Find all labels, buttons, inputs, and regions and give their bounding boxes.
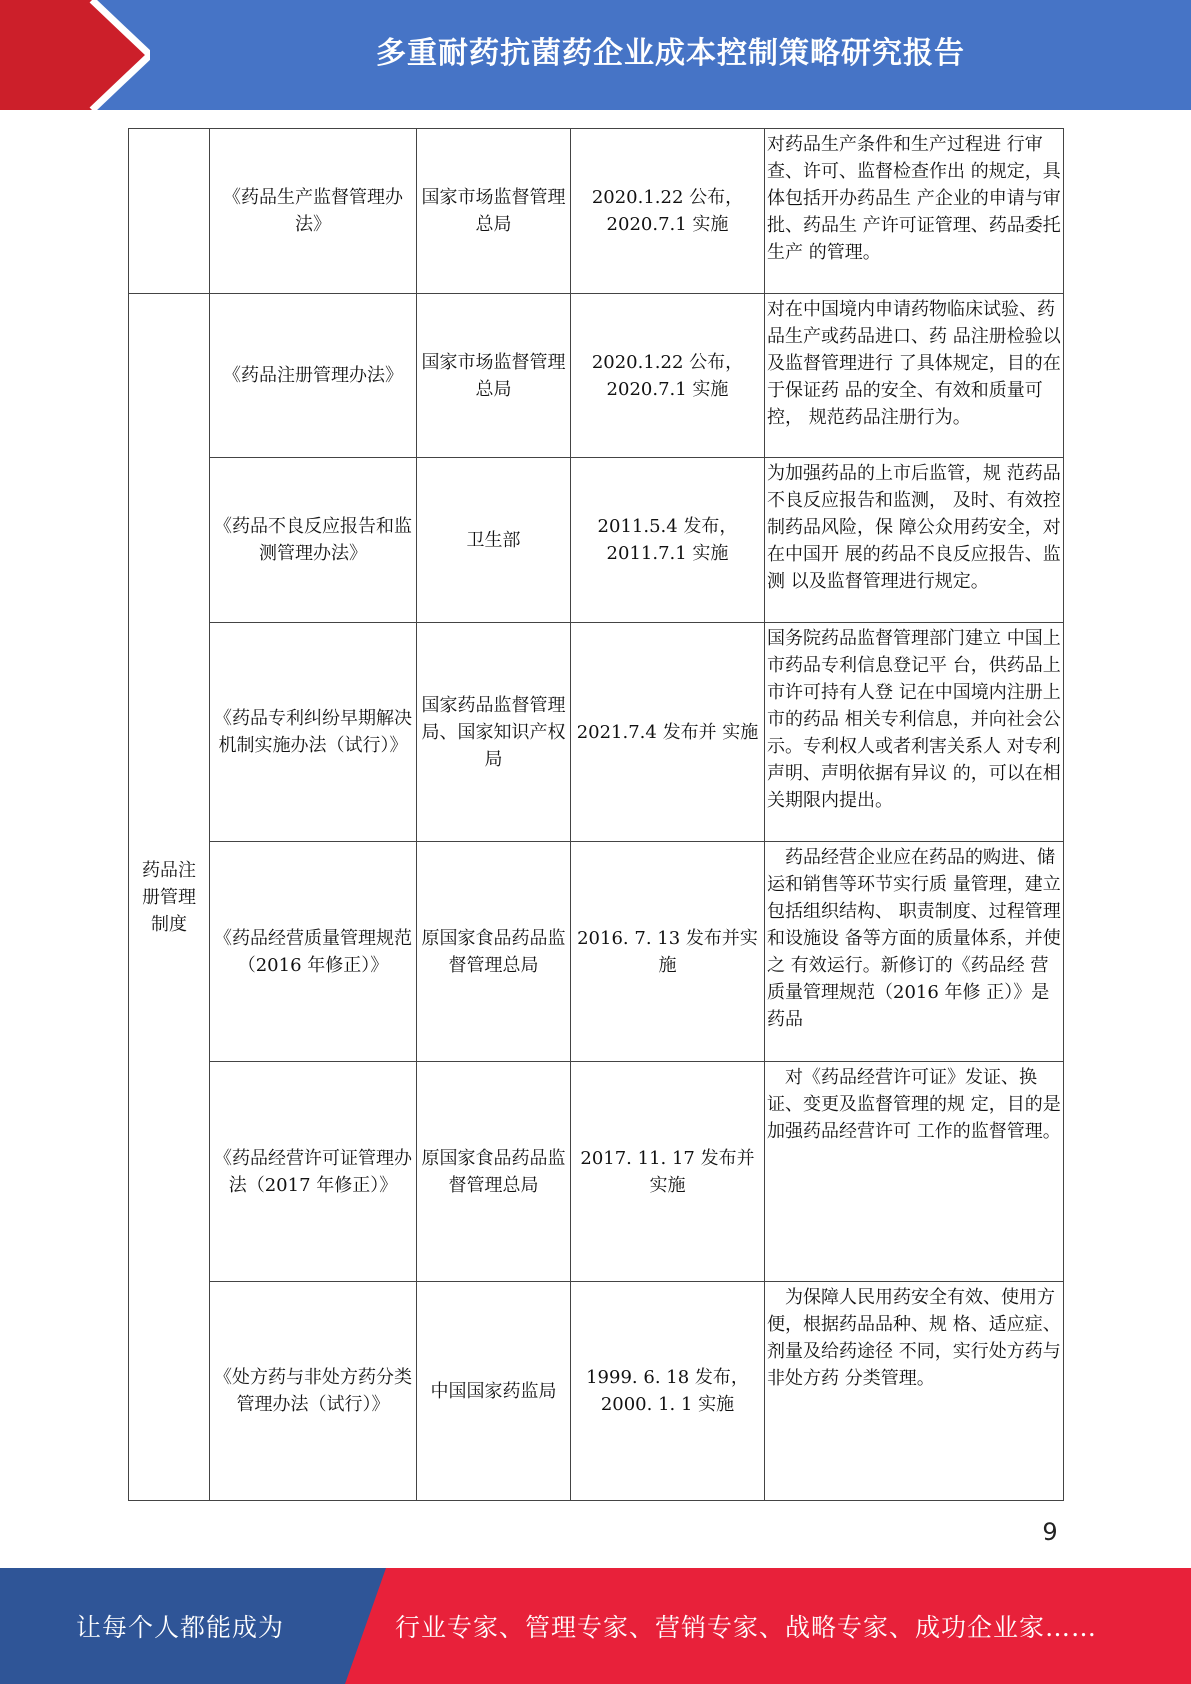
regulation-name: 《药品专利纠纷早期解决机制实施办法（试行）》 [210, 623, 417, 842]
regulation-name: 《药品注册管理办法》 [210, 294, 417, 458]
issue-date: 2011.5.4 发布，2011.7.1 实施 [571, 458, 765, 623]
regulation-description: 为加强药品的上市后监管，规 范药品不良反应报告和监测， 及时、有效控制药品风险，保 障公众用药安全，对在中国开 展的药品不良反应报告、监测 以及监督管理进行规定。 [765, 458, 1064, 623]
category-label: 药品注册管理制度 [129, 294, 210, 1501]
regulation-description: 对《药品经营许可证》发证、换证、变更及监督管理的规 定，目的是加强药品经营许可 工作的监督管理。 [765, 1062, 1064, 1282]
issue-date: 2020.1.22 公布，2020.7.1 实施 [571, 129, 765, 294]
table-row [129, 1062, 1064, 1282]
issuing-authority: 中国国家药监局 [417, 1282, 571, 1501]
category-cell-empty [129, 129, 210, 294]
table-row [129, 842, 1064, 1062]
table-row [129, 458, 1064, 623]
issuing-authority: 原国家食品药品监督管理总局 [417, 1062, 571, 1282]
footer-slogan-left: 让每个人都能成为 [75, 1613, 284, 1642]
regulation-name: 《药品经营质量管理规范（2016 年修正）》 [210, 842, 417, 1062]
table-row [129, 623, 1064, 842]
regulation-name: 《药品不良反应报告和监测管理办法》 [210, 458, 417, 623]
table-row [129, 1282, 1064, 1501]
header-red-arrow [0, 0, 150, 110]
issuing-authority: 国家市场监督管理总局 [417, 294, 571, 458]
issue-date: 2021.7.4 发布并 实施 [571, 623, 765, 842]
issue-date: 2017. 11. 17 发布并实施 [571, 1062, 765, 1282]
page-footer [0, 1568, 1191, 1684]
issuing-authority: 原国家食品药品监督管理总局 [417, 842, 571, 1062]
report-title: 多重耐药抗菌药企业成本控制策略研究报告 [376, 36, 965, 71]
regulation-name: 《处方药与非处方药分类管理办法（试行）》 [210, 1282, 417, 1501]
regulation-name: 《药品生产监督管理办法》 [210, 129, 417, 294]
issue-date: 2016. 7. 13 发布并实施 [571, 842, 765, 1062]
issuing-authority: 卫生部 [417, 458, 571, 623]
page-number: 9 [1042, 1518, 1058, 1546]
table-row [129, 129, 1064, 294]
issuing-authority: 国家药品监督管理局、国家知识产权局 [417, 623, 571, 842]
issuing-authority: 国家市场监督管理总局 [417, 129, 571, 294]
regulation-description: 为保障人民用药安全有效、使用方便，根据药品品种、规 格、适应症、剂量及给药途径 不同，实行处方药与非处方药 分类管理。 [765, 1282, 1064, 1501]
regulation-description: 药品经营企业应在药品的购进、储运和销售等环节实行质 量管理，建立包括组织结构、 职责制度、过程管理和设施设 备等方面的质量体系，并使之 有效运行。新修订的《药品经 营质量管理规范（2016 年修 正）》是药品 [765, 842, 1064, 1062]
issue-date: 2020.1.22 公布，2020.7.1 实施 [571, 294, 765, 458]
page-header [0, 0, 1191, 110]
issue-date: 1999. 6. 18 发布，2000. 1. 1 实施 [571, 1282, 765, 1501]
regulation-table [128, 128, 1064, 1501]
table-row [129, 294, 1064, 458]
regulation-description: 对药品生产条件和生产过程进 行审查、许可、监督检查作出 的规定，具体包括开办药品生 产企业的申请与审批、药品生 产许可证管理、药品委托生产 的管理。 [765, 129, 1064, 294]
footer-slogan-right: 行业专家、管理专家、营销专家、战略专家、成功企业家…… [395, 1613, 1098, 1642]
regulation-name: 《药品经营许可证管理办法（2017 年修正）》 [210, 1062, 417, 1282]
regulation-description: 国务院药品监督管理部门建立 中国上市药品专利信息登记平 台，供药品上市许可持有人登 记在中国境内注册上市的药品 相关专利信息，并向社会公 示。专利权人或者利害关系人 对专利声明、声明依据有异议 的，可以在相关期限内提出。 [765, 623, 1064, 842]
regulation-description: 对在中国境内申请药物临床试验、药品生产或药品进口、药 品注册检验以及监督管理进行 了具体规定，目的在于保证药 品的安全、有效和质量可控， 规范药品注册行为。 [765, 294, 1064, 458]
